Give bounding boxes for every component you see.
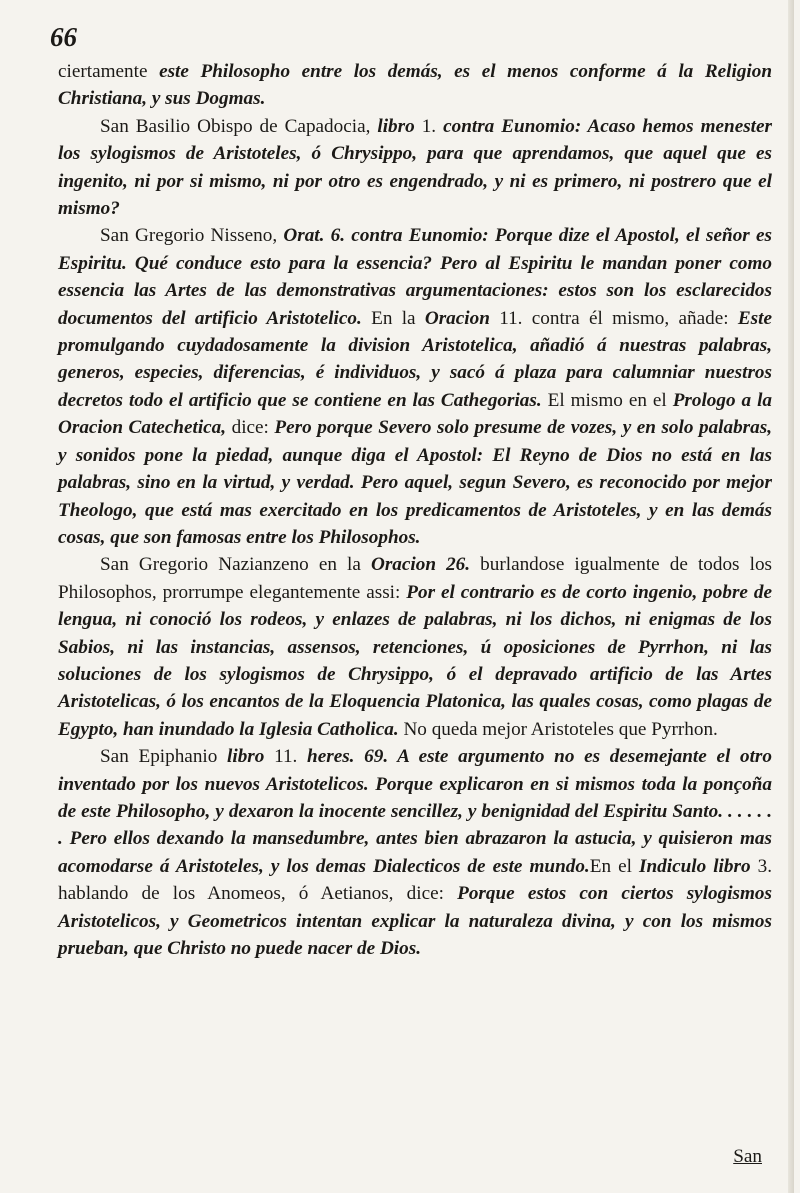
italic-text-run: Porque estos con ciertos sylogismos Aristotelicos, y Geometricos intentan explicar la naturaleza divina, y con los mismos prueban, que Christo no puede nacer de Dios. [58, 883, 772, 959]
roman-text-run: San Epiphanio [100, 746, 228, 768]
italic-text-run: contra Eunomio: Acaso hemos menester los sylogismos de Aristoteles, ó Chrysippo, para que aprendamos, que aquel que es ingenito, ni por si mismo, ni por otro es engendrado, y ni es primero, ni postrero que el mismo? [58, 115, 772, 220]
paragraph [58, 113, 772, 223]
italic-text-run: Este promulgando cuydadosamente la division Aristotelica, añadió á nuestras palabras, generos, especies, diferencias, é individuos, y sacó á plaza para calumniar nuestros decretos todo el artificio que se contiene en las Cathegorias. [58, 307, 772, 411]
paragraph [58, 222, 772, 551]
roman-text-run: 11. [264, 746, 308, 768]
page-number: 66 [50, 22, 77, 52]
italic-text-run: libro [377, 115, 422, 137]
roman-text-run: 1. [421, 115, 444, 137]
roman-text-run: San Gregorio Nazianzeno en la [100, 554, 371, 576]
roman-text-run: 11. contra él mismo, añade: [489, 307, 738, 329]
italic-text-run: Indiculo libro [639, 855, 751, 877]
roman-text-run: El mismo en el [541, 389, 673, 411]
roman-text-run: San Gregorio Nisseno, [100, 225, 284, 247]
roman-text-run: En la [361, 307, 425, 329]
paragraph [58, 743, 772, 962]
italic-text-run: heres. 69. A este argumento no es desemejante el otro inventado por los nuevos Aristotelicos. Porque explicaron en si mismos toda la ponçoña de este Philosopho, y dexaron la inocente sencillez, y benignidad del Espiritu Santo. . . . . . . Pero ellos dexando la mansedumbre, antes bien abrazaron la astucia, y quisieron mas acomodarse á Aristoteles, y los demas Dialecticos de este mundo. [58, 746, 772, 877]
roman-text-run: No queda mejor Aristoteles que Pyrrhon. [398, 718, 718, 740]
body-text [58, 58, 772, 962]
roman-text-run: dice: [226, 417, 275, 439]
italic-text-run: Orat. 6. contra Eunomio: Porque dize el Apostol, el señor es Espiritu. Qué conduce esto para la essencia? Pero al Espiritu le mandan poner como essencia las Artes de las demonstrativas argumentaciones: estos son los esclarecidos documentos del artificio Aristotelico. [58, 225, 772, 329]
italic-text-run: Oracion 26. [370, 554, 471, 576]
roman-text-run: San Basilio Obispo de Capadocia, [100, 115, 378, 137]
page-edge [788, 0, 794, 1193]
italic-text-run: este Philosopho entre los demás, es el menos conforme á la Religion Christiana, y sus Dogmas. [58, 61, 773, 110]
italic-text-run: Por el contrario es de corto ingenio, pobre de lengua, ni conoció los rodeos, y enlazes de palabras, ni los dichos, ni enigmas de los Sabios, ni las instancias, assensos, retenciones, ú oposiciones de Pyrrhon, ni las soluciones de los sylogismos de Chrysippo, ó el depravado artificio de las Artes Aristotelicas, ó los encantos de la Eloquencia Platonica, las quales cosas, como plagas de Egypto, han inundado la Iglesia Catholica. [58, 581, 772, 740]
roman-text-run: En el [589, 855, 639, 877]
roman-text-run: ciertamente [58, 61, 160, 82]
italic-text-run: libro [227, 746, 265, 768]
roman-text-run: 3. hablando de los Anomeos, ó Aetianos, dice: [58, 855, 772, 905]
italic-text-run: Oracion [424, 307, 490, 329]
paragraph [58, 58, 772, 113]
paragraph [58, 551, 772, 743]
italic-text-run: Prologo a la Oracion Catechetica, [58, 389, 773, 439]
italic-text-run: Pero porque Severo solo presume de vozes, y en solo palabras, y sonidos pone la piedad, aunque diga el Apostol: El Reyno de Dios no está en las palabras, sino en la virtud, y verdad. Pero aquel, segun Severo, es reconocido por mejor Theologo, que está mas exercitado en los predicamentos de Aristoteles, y en las demás cosas, que son famosas entre los Philosophos. [58, 417, 773, 548]
roman-text-run: burlandose igualmente de todos los Philosophos, prorrumpe elegantemente assi: [58, 554, 773, 603]
catchword: San [733, 1146, 762, 1167]
